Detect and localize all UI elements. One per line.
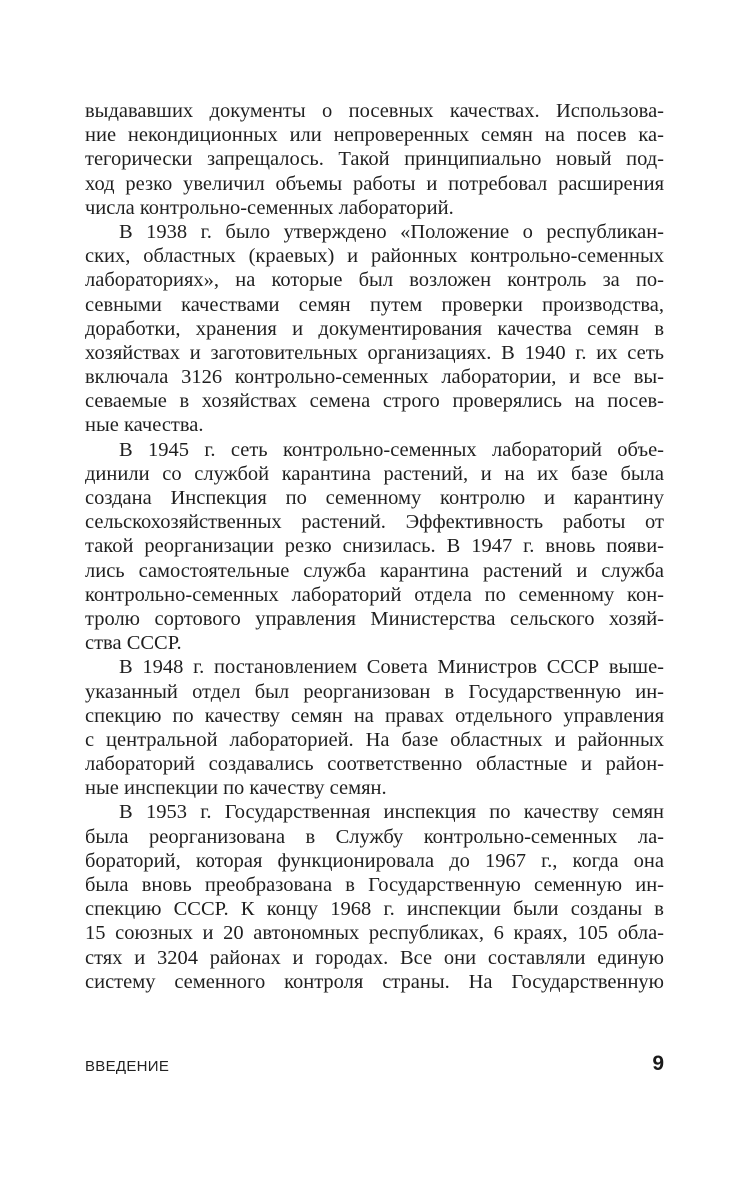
text-line: 15 союзных и 20 автономных республиках, 6 краях, 105 обла- [85, 922, 664, 945]
text-line: была реорганизована в Службу контрольно-семенных ла- [85, 825, 664, 848]
text-line: севаемые в хозяйствах семена строго проверялись на посев- [85, 390, 664, 413]
text-line: создана Инспекция по семенному контролю и карантину [85, 487, 664, 509]
paragraph [85, 220, 664, 438]
text-line: выдававших документы о посевных качествах. Использова- [85, 100, 664, 122]
text-line: ства СССР. [85, 632, 182, 655]
text-line: числа контрольно-семенных лабораторий. [85, 196, 454, 219]
text-line: ских, областных (краевых) и районных контрольно-семенных [85, 245, 664, 268]
text-line: тролю сортового управления Министерства сельского хозяй- [85, 607, 664, 630]
text-line: В 1953 г. Государственная инспекция по качеству семян [119, 801, 664, 824]
text-line: В 1948 г. постановлением Совета Министров СССР выше- [119, 656, 664, 679]
text-line: В 1945 г. сеть контрольно-семенных лабораторий объе- [119, 438, 664, 461]
text-line: спекцию СССР. К концу 1968 г. инспекции были созданы в [85, 898, 664, 921]
text-line: с центральной лабораторией. На базе областных и районных [85, 728, 664, 751]
text-line: была вновь преобразована в Государственную семенную ин- [85, 874, 664, 896]
text-line: спекцию по качеству семян на правах отдельного управления [85, 704, 664, 727]
text-line: хозяйствах и заготовительных организациях. В 1940 г. их сеть [85, 341, 664, 364]
paragraph [85, 438, 664, 656]
paragraph [85, 655, 664, 800]
text-line: тегорически запрещалось. Такой принципиально новый под- [85, 148, 664, 171]
text-line: бораторий, которая функционировала до 1967 г., когда она [85, 849, 664, 872]
text-line: ные качества. [85, 414, 204, 437]
page-number: 9 [652, 1052, 664, 1075]
text-line: ные инспекции по качеству семян. [85, 777, 387, 800]
text-line: доработки, хранения и документирования качества семян в [85, 317, 664, 340]
text-line: ние некондиционных или непроверенных семян на посев ка- [85, 124, 664, 147]
text-line: севными качествами семян путем проверки производства, [85, 293, 664, 316]
paragraph [85, 99, 664, 220]
text-line: сельскохозяйственных растений. Эффективность работы от [85, 511, 664, 534]
text-line: динили со службой карантина растений, и на их базе была [85, 462, 664, 485]
text-line: В 1938 г. было утверждено «Положение о республикан- [119, 220, 664, 243]
page-footer [85, 1052, 664, 1082]
text-line: ход резко увеличил объемы работы и потребовал расширения [85, 172, 664, 195]
text-line: включала 3126 контрольно-семенных лаборатории, и все вы- [85, 366, 664, 389]
text-line: стях и 3204 районах и городах. Все они составляли единую [85, 946, 664, 969]
text-line: контрольно-семенных лабораторий отдела по семенному кон- [85, 583, 664, 606]
text-line: лабораториях», на которые был возложен контроль за по- [85, 269, 664, 292]
paragraph [85, 800, 664, 994]
text-line: систему семенного контроля страны. На Государственную [85, 970, 664, 993]
text-line: указанный отдел был реорганизован в Государственную ин- [85, 680, 664, 703]
body-text [85, 99, 664, 994]
text-line: такой реорганизации резко снизилась. В 1947 г. вновь появи- [85, 535, 664, 558]
text-line: лабораторий создавались соответственно областные и район- [85, 753, 664, 776]
text-line: лись самостоятельные служба карантина растений и служба [85, 559, 664, 582]
running-footer-section-title: ВВЕДЕНИЕ [85, 1058, 170, 1075]
